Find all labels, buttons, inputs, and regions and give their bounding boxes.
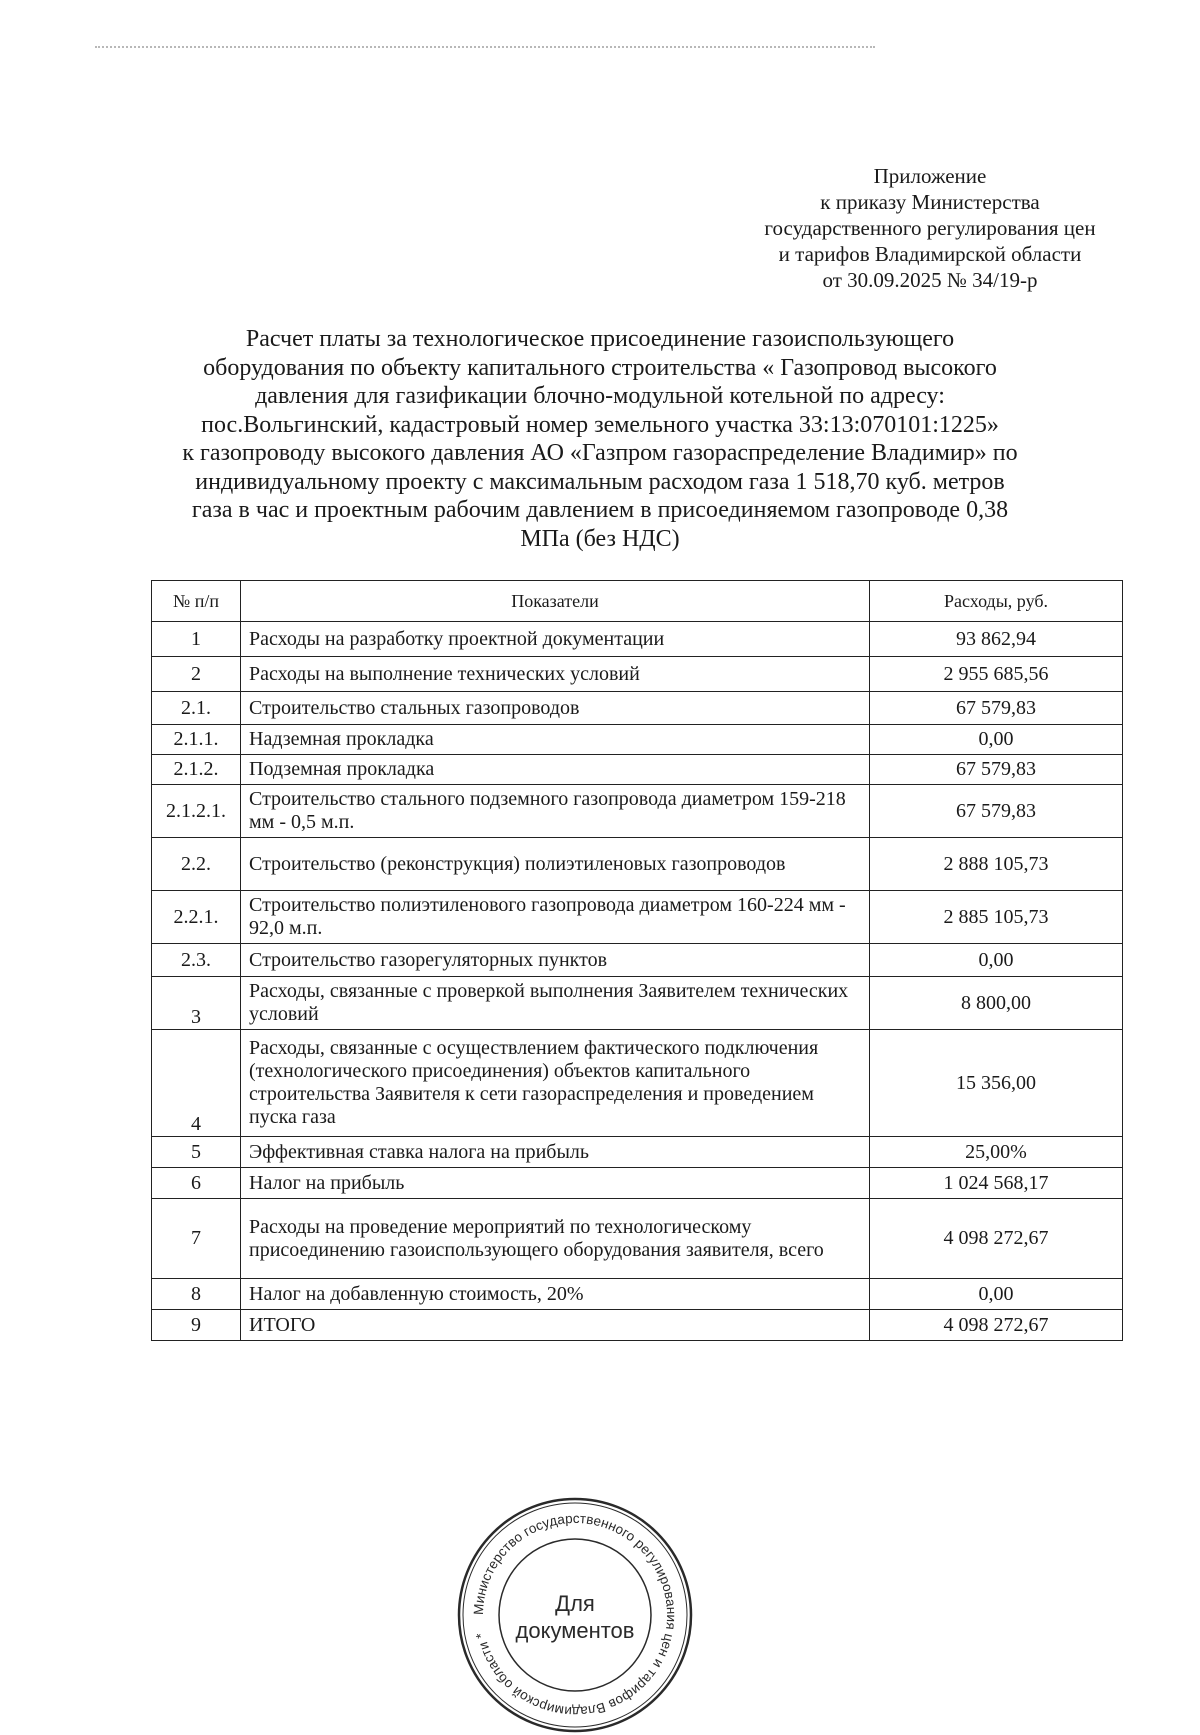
row-name: Подземная прокладка xyxy=(241,755,870,785)
row-num: 2.1.1. xyxy=(152,725,241,755)
table-row xyxy=(152,692,1123,725)
row-value: 0,00 xyxy=(870,725,1123,755)
row-num: 2.1.2. xyxy=(152,755,241,785)
row-value: 0,00 xyxy=(870,1279,1123,1310)
row-name: Налог на добавленную стоимость, 20% xyxy=(241,1279,870,1310)
table-row xyxy=(152,838,1123,891)
row-name: Расходы, связанные с проверкой выполнения Заявителем технических условий xyxy=(241,977,870,1030)
row-num: 2.2. xyxy=(152,838,241,891)
title-line: газа в час и проектным рабочим давлением в присоединяемом газопроводе 0,38 xyxy=(191,497,1009,523)
row-name: Расходы на выполнение технических условий xyxy=(241,657,870,692)
table-row xyxy=(152,1310,1123,1341)
appendix-line: от 30.09.2025 № 34/19-р xyxy=(822,268,1038,292)
row-name: Строительство полиэтиленового газопровода диаметром 160-224 мм - 92,0 м.п. xyxy=(241,891,870,944)
row-num: 2.2.1. xyxy=(152,891,241,944)
appendix-block xyxy=(700,163,1160,293)
table-row xyxy=(152,891,1123,944)
row-name: Строительство газорегуляторных пунктов xyxy=(241,944,870,977)
scan-artifact-line xyxy=(95,46,875,50)
table-row xyxy=(152,977,1123,1030)
row-num: 4 xyxy=(152,1030,241,1137)
row-num: 7 xyxy=(152,1199,241,1279)
title-line: пос.Вольгинский, кадастровый номер земельного участка 33:13:070101:1225» xyxy=(201,411,999,438)
row-value: 93 862,94 xyxy=(870,622,1123,657)
row-name: Строительство стального подземного газопровода диаметром 159-218 мм - 0,5 м.п. xyxy=(241,785,870,838)
row-name: Эффективная ставка налога на прибыль xyxy=(241,1137,870,1168)
header-value: Расходы, руб. xyxy=(870,581,1123,622)
row-value: 1 024 568,17 xyxy=(870,1168,1123,1199)
calculation-table xyxy=(151,580,1123,1341)
stamp-ring-text: Министерство государственного регулирования цен и тарифов Владимирской области * xyxy=(470,1510,680,1720)
stamp-center-line2: документов xyxy=(515,1618,635,1643)
row-value: 8 800,00 xyxy=(870,977,1123,1030)
title-line: МПа (без НДС) xyxy=(520,525,680,552)
row-num: 5 xyxy=(152,1137,241,1168)
table-row xyxy=(152,944,1123,977)
row-name: Надземная прокладка xyxy=(241,725,870,755)
row-num: 2.3. xyxy=(152,944,241,977)
table-row xyxy=(152,785,1123,838)
row-num: 8 xyxy=(152,1279,241,1310)
title-line: индивидуальному проекту с максимальным расходом газа 1 518,70 куб. метров xyxy=(195,468,1005,495)
appendix-line: к приказу Министерства xyxy=(820,190,1040,214)
table-row xyxy=(152,1279,1123,1310)
row-value: 4 098 272,67 xyxy=(870,1199,1123,1279)
row-num: 2.1.2.1. xyxy=(152,785,241,838)
row-name: Расходы на разработку проектной документации xyxy=(241,622,870,657)
row-value: 15 356,00 xyxy=(870,1030,1123,1137)
title-line: давления для газификации блочно-модульной котельной по адресу: xyxy=(255,383,945,409)
table-row xyxy=(152,725,1123,755)
table-row xyxy=(152,1199,1123,1279)
row-value: 2 955 685,56 xyxy=(870,657,1123,692)
appendix-line: и тарифов Владимирской области xyxy=(778,242,1082,266)
table-row xyxy=(152,657,1123,692)
document-title xyxy=(150,325,1050,553)
table-row xyxy=(152,622,1123,657)
header-name: Показатели xyxy=(241,581,870,622)
appendix-line: Приложение xyxy=(873,164,987,188)
row-value: 67 579,83 xyxy=(870,692,1123,725)
table-header-row xyxy=(152,581,1123,622)
row-value: 67 579,83 xyxy=(870,755,1123,785)
appendix-line: государственного регулирования цен xyxy=(764,216,1096,240)
ministry-stamp xyxy=(455,1495,695,1735)
row-value: 4 098 272,67 xyxy=(870,1310,1123,1341)
header-num: № п/п xyxy=(152,581,241,622)
title-line: к газопроводу высокого давления АО «Газпром газораспределение Владимир» по xyxy=(182,440,1018,466)
row-num: 2 xyxy=(152,657,241,692)
row-num: 2.1. xyxy=(152,692,241,725)
row-num: 1 xyxy=(152,622,241,657)
row-value: 2 888 105,73 xyxy=(870,838,1123,891)
title-line: оборудования по объекту капитального строительства « Газопровод высокого xyxy=(203,354,997,381)
table-row xyxy=(152,755,1123,785)
row-value: 67 579,83 xyxy=(870,785,1123,838)
row-name: Строительство (реконструкция) полиэтиленовых газопроводов xyxy=(241,838,870,891)
row-value: 0,00 xyxy=(870,944,1123,977)
title-line: Расчет платы за технологическое присоединение газоиспользующего xyxy=(245,326,955,352)
row-name: Строительство стальных газопроводов xyxy=(241,692,870,725)
table-row xyxy=(152,1168,1123,1199)
table-row xyxy=(152,1137,1123,1168)
table-row xyxy=(152,1030,1123,1137)
row-num: 9 xyxy=(152,1310,241,1341)
row-name: Налог на прибыль xyxy=(241,1168,870,1199)
row-num: 3 xyxy=(152,977,241,1030)
row-num: 6 xyxy=(152,1168,241,1199)
row-name: Расходы, связанные с осуществлением фактического подключения (технологического присоединения) объектов капитального строительства Заявителя к сети газораспределения и проведением пуска газа xyxy=(241,1030,870,1137)
row-value: 2 885 105,73 xyxy=(870,891,1123,944)
stamp-center-line1: Для xyxy=(555,1591,595,1616)
row-name: ИТОГО xyxy=(241,1310,870,1341)
row-name: Расходы на проведение мероприятий по технологическому присоединению газоиспользующего оборудования заявителя, всего xyxy=(241,1199,870,1279)
row-value: 25,00% xyxy=(870,1137,1123,1168)
